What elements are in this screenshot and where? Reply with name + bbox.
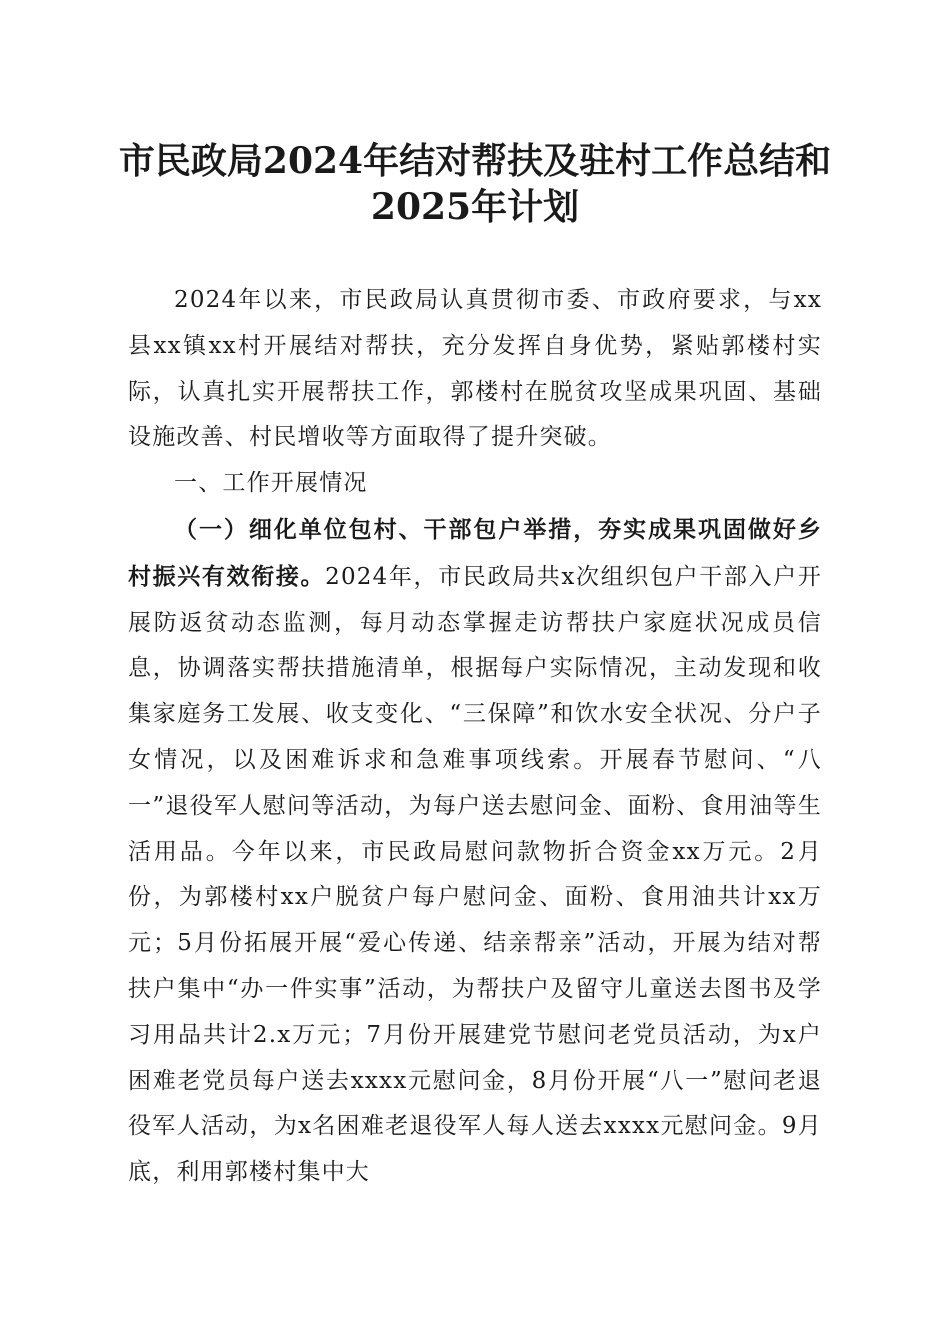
intro-paragraph: 2024年以来，市民政局认真贯彻市委、市政府要求，与xx县xx镇xx村开展结对帮扶，充分发挥自身优势，紧贴郭楼村实际，认真扎实开展帮扶工作，郭楼村在脱贫攻坚成果巩固、基础设施改善、村民增收等方面取得了提升突破。 bbox=[128, 287, 822, 451]
title-line-2: 2025年计划 bbox=[370, 186, 580, 228]
subsection-1-paragraph bbox=[128, 507, 822, 1196]
title-line-1: 市民政局2024年结对帮扶及驻村工作总结和 bbox=[118, 140, 832, 182]
document-title bbox=[110, 138, 840, 230]
section-1-heading: 一、工作开展情况 bbox=[174, 470, 368, 497]
document-body bbox=[128, 278, 822, 1196]
subsection-1-heading: （一）细化单位包村、干部包户举措，夯实成果巩固做好乡村振兴有效衔接。 bbox=[128, 515, 822, 590]
subsection-1-body: 2024年，市民政局共x次组织包户干部入户开展防返贫动态监测，每月动态掌握走访帮扶户家庭状况成员信息，协调落实帮扶措施清单，根据每户实际情况，主动发现和收集家庭务工发展、收支变化、“三保障”和饮水安全状况、分户子女情况，以及困难诉求和急难事项线索。开展春节慰问、“八一”退役军人慰问等活动，为每户送去慰问金、面粉、食用油等生活用品。今年以来，市民政局慰问款物折合资金xx万元。2月份，为郭楼村xx户脱贫户每户慰问金、面粉、食用油共计xx万元；5月份拓展开展“爱心传递、结亲帮亲”活动，开展为结对帮扶户集中“办一件实事”活动，为帮扶户及留守儿童送去图书及学习用品共计2.x万元；7月份开展建党节慰问老党员活动，为x户困难老党员每户送去xxxx元慰问金，8月份开展“八一”慰问老退役军人活动，为x名困难老退役军人每人送去xxxx元慰问金。9月底，利用郭楼村集中大 bbox=[128, 563, 822, 1186]
